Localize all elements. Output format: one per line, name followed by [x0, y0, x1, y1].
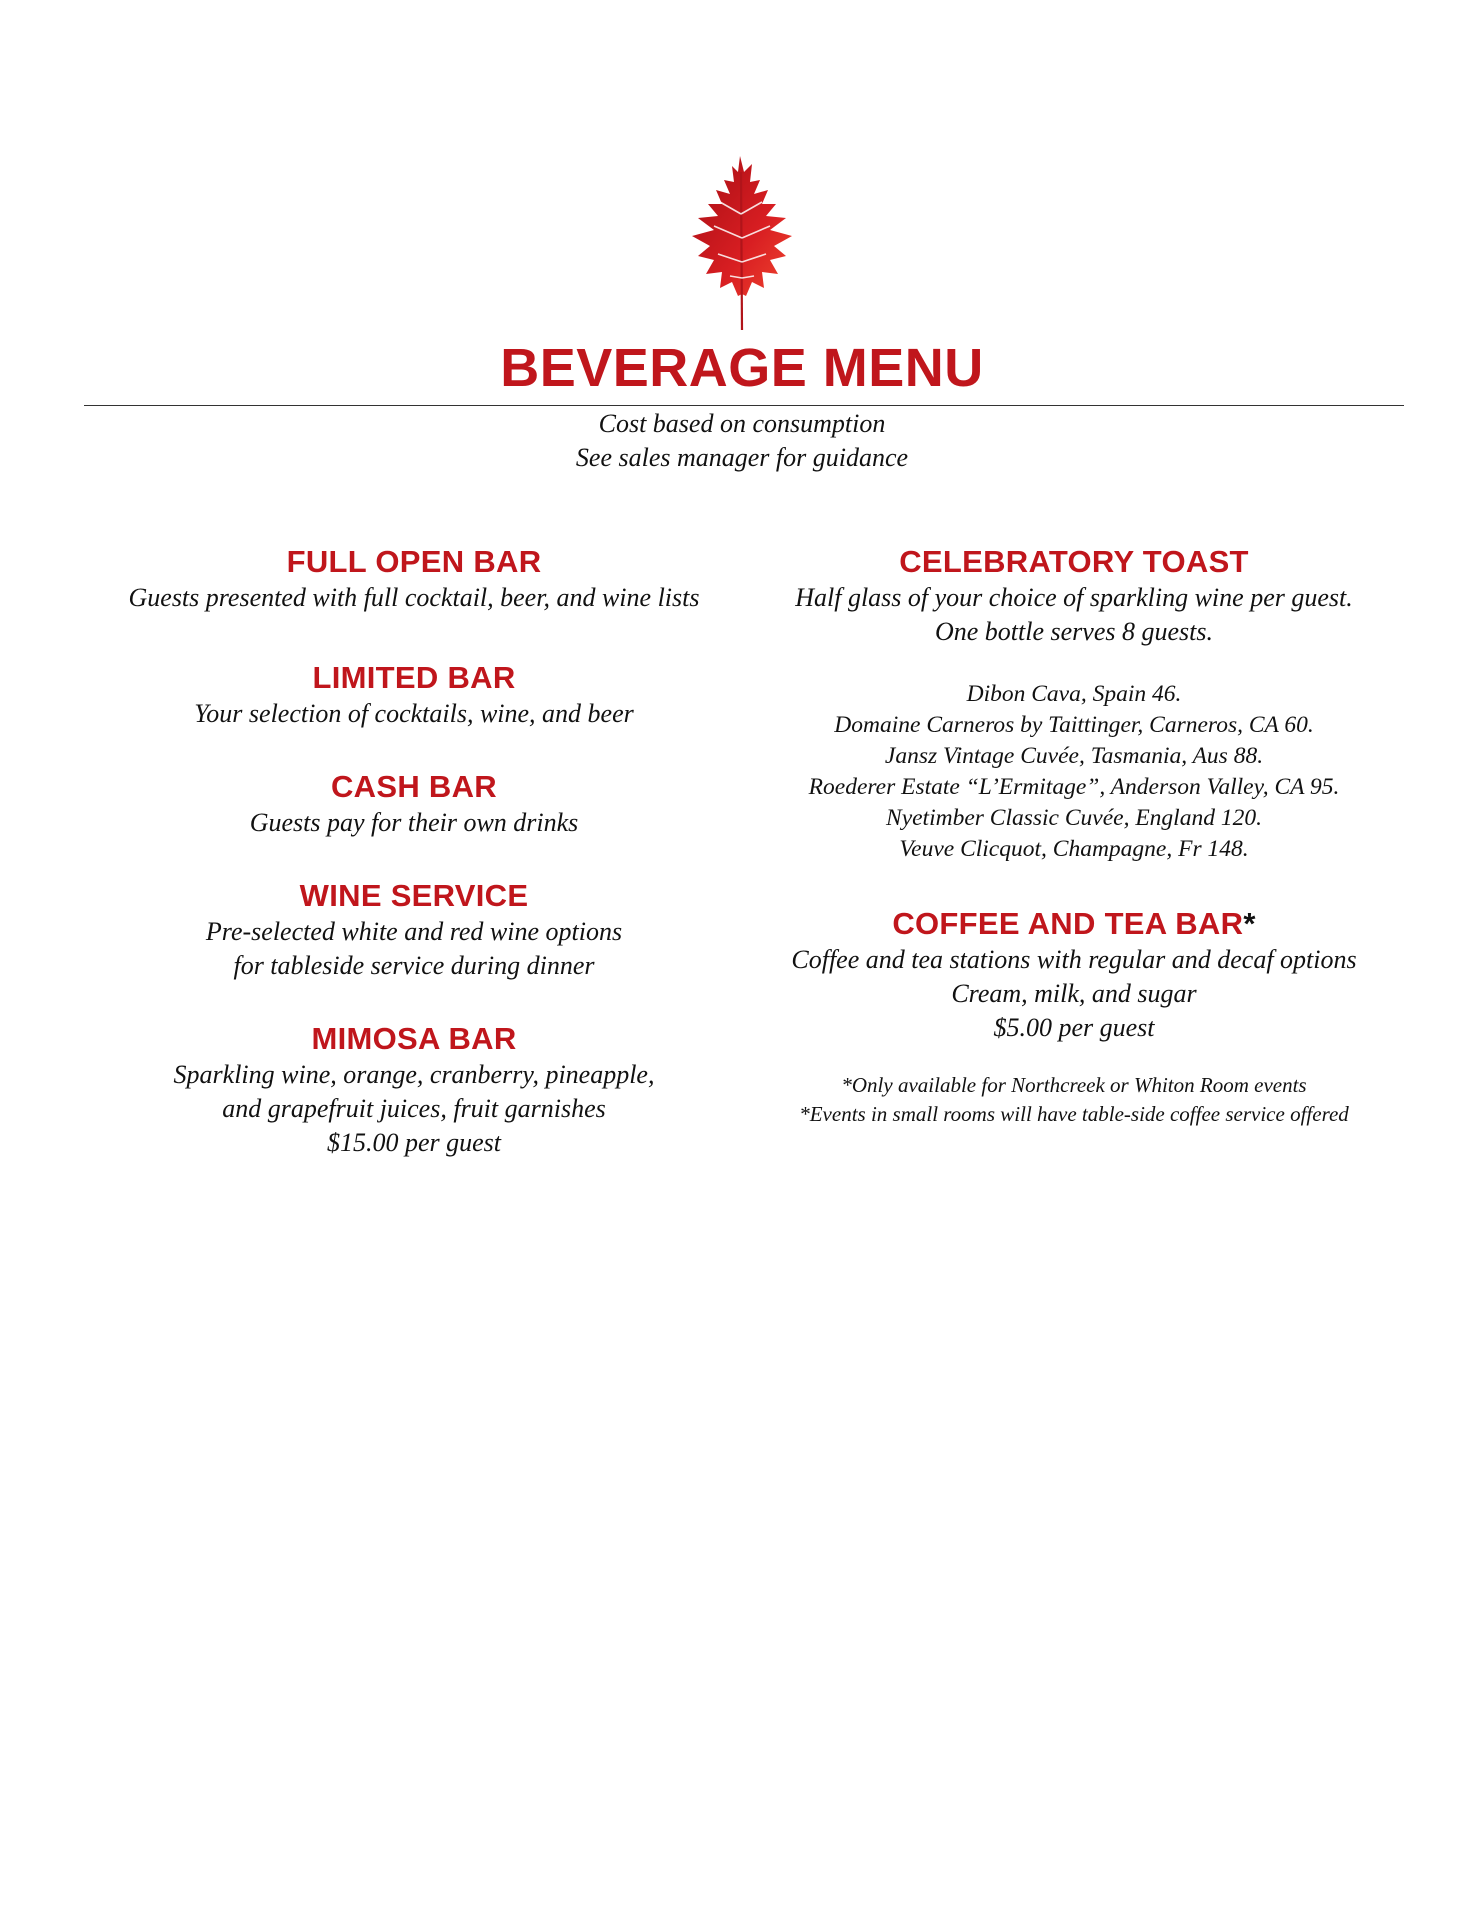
section-heading: FULL OPEN BAR: [286, 544, 542, 579]
section-heading: [744, 905, 1404, 943]
wine-item: Domaine Carneros by Taittinger, Carneros, CA 60.: [834, 712, 1314, 738]
section-description: [84, 1058, 744, 1160]
section-description: [744, 581, 1404, 649]
section-heading: CASH BAR: [330, 769, 497, 804]
section-description: [84, 697, 744, 731]
description-line: Your selection of cocktails, wine, and beer: [194, 699, 634, 728]
wine-item: Veuve Clicquot, Champagne, Fr 148.: [899, 836, 1249, 862]
description-line: and grapefruit juices, fruit garnishes: [222, 1094, 606, 1123]
asterisk-marker: *: [1243, 906, 1256, 941]
description-line: Coffee and tea stations with regular and decaf options: [791, 945, 1357, 974]
section-description: [84, 581, 744, 615]
section-limited-bar: [84, 659, 744, 731]
description-line: One bottle serves 8 guests.: [934, 617, 1213, 646]
wine-item: Jansz Vintage Cuvée, Tasmania, Aus 88.: [884, 743, 1264, 769]
section-full-open-bar: [84, 543, 744, 615]
footnotes: [744, 1071, 1404, 1129]
section-description: [744, 943, 1404, 1045]
description-line: Guests pay for their own drinks: [249, 808, 579, 837]
section-heading: MIMOSA BAR: [311, 1021, 517, 1056]
section-celebratory-toast: [744, 543, 1404, 865]
wine-item: Roederer Estate “L’Ermitage”, Anderson Valley, CA 95.: [808, 774, 1340, 800]
section-heading: WINE SERVICE: [299, 878, 529, 913]
section-coffee-tea-bar: [744, 905, 1404, 1129]
section-wine-service: [84, 877, 744, 983]
wine-item: Dibon Cava, Spain 46.: [966, 681, 1182, 707]
price-line: $15.00 per guest: [326, 1128, 502, 1157]
description-line: for tableside service during dinner: [233, 951, 595, 980]
section-mimosa-bar: [84, 1020, 744, 1160]
section-heading: LIMITED BAR: [312, 660, 516, 695]
wine-item: Nyetimber Classic Cuvée, England 120.: [886, 805, 1262, 831]
right-column: [744, 0, 1404, 1920]
section-description: [84, 806, 744, 840]
description-line: Guests presented with full cocktail, beer, and wine lists: [128, 583, 700, 612]
subtitle-line: Cost based on consumption: [598, 409, 886, 438]
page-title: BEVERAGE MENU: [500, 338, 984, 398]
description-line: Sparkling wine, orange, cranberry, pineapple,: [173, 1060, 655, 1089]
description-line: Cream, milk, and sugar: [951, 979, 1197, 1008]
footnote: *Only available for Northcreek or Whiton Room events: [841, 1073, 1307, 1097]
section-heading: CELEBRATORY TOAST: [899, 544, 1249, 579]
footnote: *Events in small rooms will have table-side coffee service offered: [799, 1102, 1349, 1126]
left-column: [84, 0, 744, 1920]
description-line: Pre-selected white and red wine options: [205, 917, 623, 946]
price-line: $5.00 per guest: [993, 1013, 1155, 1042]
section-cash-bar: [84, 768, 744, 840]
description-line: Half glass of your choice of sparkling wine per guest.: [795, 583, 1353, 612]
subtitle-line: See sales manager for guidance: [575, 443, 909, 472]
section-description: [84, 915, 744, 983]
section-heading-text: COFFEE AND TEA BAR: [892, 906, 1244, 941]
sparkling-wine-list: [744, 679, 1404, 865]
